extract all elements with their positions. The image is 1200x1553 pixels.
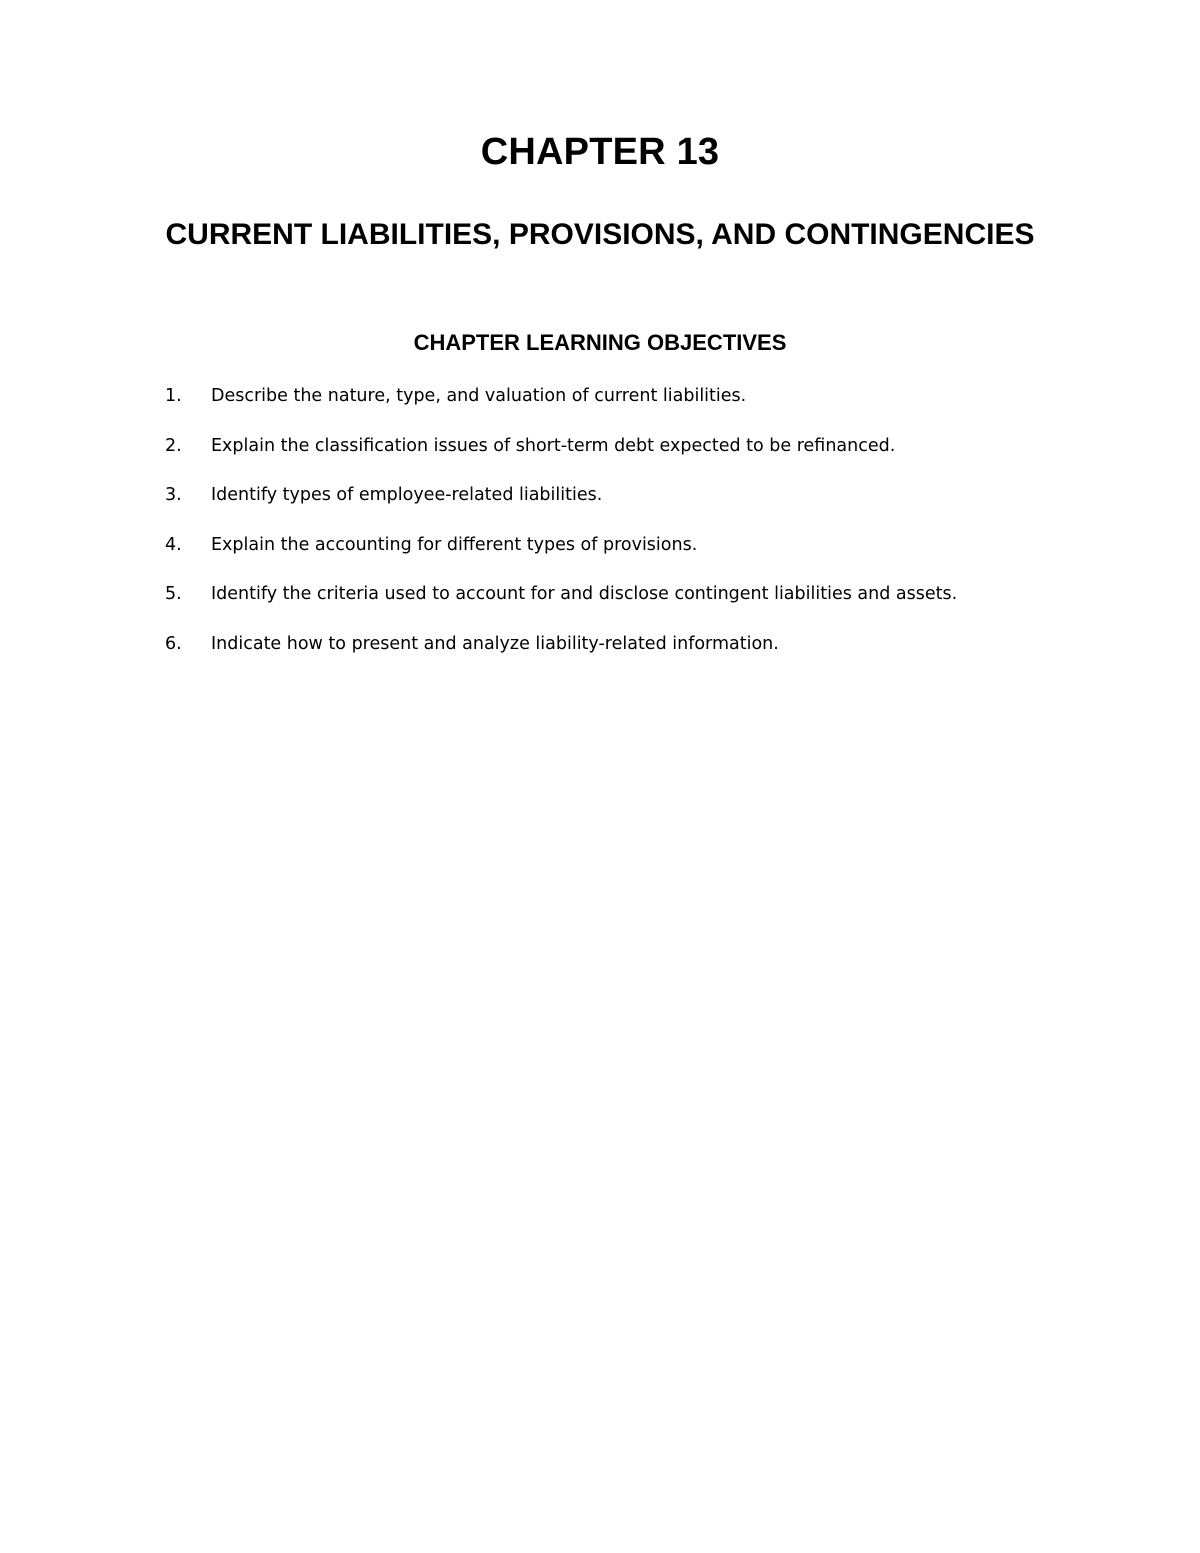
- objective-text: Identify types of employee-related liabilities.: [211, 485, 603, 506]
- objectives-list: [0, 383, 1200, 681]
- objective-number: 5.: [165, 584, 182, 605]
- objective-item-5: [0, 581, 1200, 631]
- objective-item-4: [0, 532, 1200, 582]
- objective-text: Identify the criteria used to account for and disclose contingent liabilities and assets.: [211, 584, 958, 605]
- objective-text: Explain the accounting for different types of provisions.: [211, 534, 698, 555]
- objective-text: Explain the classification issues of short-term debt expected to be refinanced.: [211, 435, 896, 456]
- objective-item-6: [0, 631, 1200, 681]
- chapter-subtitle: CURRENT LIABILITIES, PROVISIONS, AND CONTINGENCIES: [165, 218, 1035, 251]
- objective-text: Describe the nature, type, and valuation of current liabilities.: [211, 386, 747, 406]
- objective-number: 3.: [165, 485, 182, 506]
- objective-number: 1.: [165, 386, 182, 406]
- objective-number: 4.: [165, 534, 182, 555]
- objective-item-3: [0, 482, 1200, 532]
- objective-number: 2.: [165, 435, 182, 456]
- objective-item-2: [0, 433, 1200, 483]
- objective-number: 6.: [165, 633, 182, 654]
- objectives-heading: CHAPTER LEARNING OBJECTIVES: [413, 330, 787, 355]
- objective-item-1: [0, 383, 1200, 433]
- chapter-title: CHAPTER 13: [480, 131, 720, 173]
- objective-text: Indicate how to present and analyze liability-related information.: [211, 633, 779, 654]
